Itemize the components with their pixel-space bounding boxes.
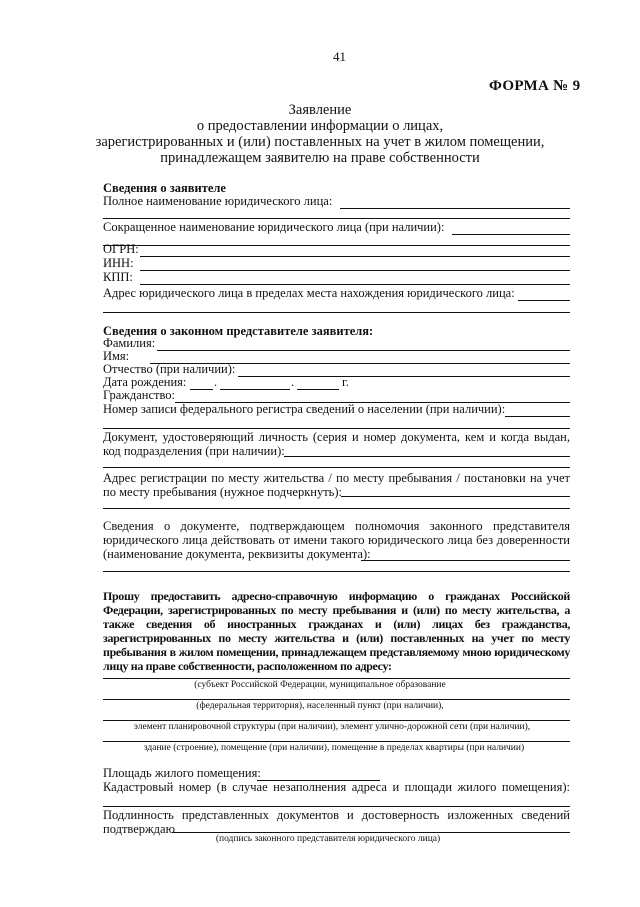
reg-address-label: Адрес регистрации по месту жительства / по месту пребывания / постановки на учет по месту пребывания (нужное подчеркнуть):: [103, 471, 570, 499]
reg-address-field-2[interactable]: [103, 508, 570, 509]
cadastral-field[interactable]: [103, 806, 570, 807]
birth-year-field[interactable]: [297, 389, 339, 390]
birth-month-field[interactable]: [220, 389, 290, 390]
address-line-3[interactable]: [103, 720, 570, 721]
address-label: Адрес юридического лица в пределах места нахождения юридического лица:: [103, 286, 515, 300]
address-caption-1: (субъект Российской Федерации, муниципальное образование: [194, 680, 446, 690]
applicant-heading: Сведения о заявителе: [103, 181, 226, 195]
area-label: Площадь жилого помещения:: [103, 766, 261, 780]
birth-date-label: Дата рождения:: [103, 375, 187, 389]
reg-address-field[interactable]: [341, 496, 570, 497]
birth-year-suffix: г.: [342, 375, 349, 389]
short-name-field-2[interactable]: [103, 245, 570, 246]
short-name-field[interactable]: [452, 234, 570, 235]
address-line-1[interactable]: [103, 678, 570, 679]
confirm-text: Подлинность представленных документов и достоверность изложенных сведений подтверждаю: [103, 808, 570, 836]
ogrn-field[interactable]: [140, 256, 570, 257]
kpp-field[interactable]: [140, 284, 570, 285]
identity-doc-label: Документ, удостоверяющий личность (серия и номер документа, кем и когда выдан, код подразделения (при наличии):: [103, 430, 570, 458]
signature-caption: (подпись законного представителя юридического лица): [215, 834, 441, 844]
inn-label: ИНН:: [103, 256, 134, 270]
full-name-label: Полное наименование юридического лица:: [103, 194, 333, 208]
form-label: ФОРМА № 9: [489, 78, 581, 94]
citizenship-label: Гражданство:: [103, 388, 176, 402]
registry-number-label: Номер записи федерального регистра сведений о населении (при наличии):: [103, 402, 506, 416]
kpp-label: КПП:: [103, 270, 133, 284]
address-field-2[interactable]: [103, 312, 570, 313]
birth-dot-1: .: [214, 375, 218, 389]
address-line-4[interactable]: [103, 741, 570, 742]
address-caption-2: (федеральная территория), населенный пункт (при наличии),: [196, 701, 444, 711]
page-number: 41: [333, 49, 346, 64]
title-line-1: Заявление: [288, 102, 352, 118]
patronymic-label: Отчество (при наличии):: [103, 362, 236, 376]
authority-doc-field-2[interactable]: [103, 571, 570, 572]
surname-field[interactable]: [157, 350, 570, 351]
title-line-4: принадлежащем заявителю на праве собственности: [160, 150, 480, 166]
short-name-label: Сокращенное наименование юридического лица (при наличии):: [103, 220, 445, 234]
request-text: Прошу предоставить адресно-справочную информацию о гражданах Российской Федерации, зарегистрированных по месту пребывания и (или) по месту жительства, а также сведения об иностранных гражданах и (или) лицах без гражданства, зарегистрированных по месту жительства и (или) поставленных на учет по месту пребывания в жилом помещении, принадлежащем представляемому мною юридическому лицу на праве собственности, расположенном по адресу:: [103, 589, 570, 673]
title-line-2: о предоставлении информации о лицах,: [196, 118, 444, 134]
birth-day-field[interactable]: [190, 389, 213, 390]
patronymic-field[interactable]: [238, 376, 570, 377]
cadastral-label: Кадастровый номер (в случае незаполнения адреса и площади жилого помещения):: [103, 780, 570, 794]
full-name-field-2[interactable]: [103, 218, 570, 219]
inn-field[interactable]: [140, 270, 570, 271]
identity-doc-field-2[interactable]: [103, 467, 570, 468]
registry-number-field[interactable]: [505, 416, 570, 417]
identity-doc-field[interactable]: [284, 456, 570, 457]
authority-doc-label: Сведения о документе, подтверждающем полномочия законного представителя юридического лица действовать от имени такого юридического лица без доверенности (наименование документа, реквизиты документа):: [103, 519, 570, 561]
surname-label: Фамилия:: [103, 336, 156, 350]
title-line-3: зарегистрированных и (или) поставленных на учет в жилом помещении,: [95, 134, 545, 150]
name-label: Имя:: [103, 349, 130, 363]
representative-heading: Сведения о законном представителе заявителя:: [103, 324, 374, 338]
birth-dot-2: .: [291, 375, 295, 389]
full-name-field[interactable]: [340, 208, 570, 209]
address-line-2[interactable]: [103, 699, 570, 700]
address-field[interactable]: [518, 300, 570, 301]
signature-field[interactable]: [172, 832, 570, 833]
address-caption-4: здание (строение), помещение (при наличии), помещение в пределах квартиры (при наличии): [143, 743, 525, 753]
address-caption-3: элемент планировочной структуры (при наличии), элемент улично-дорожной сети (при наличии),: [133, 722, 531, 732]
registry-number-field-2[interactable]: [103, 428, 570, 429]
ogrn-label: ОГРН:: [103, 242, 139, 256]
authority-doc-field[interactable]: [361, 560, 570, 561]
